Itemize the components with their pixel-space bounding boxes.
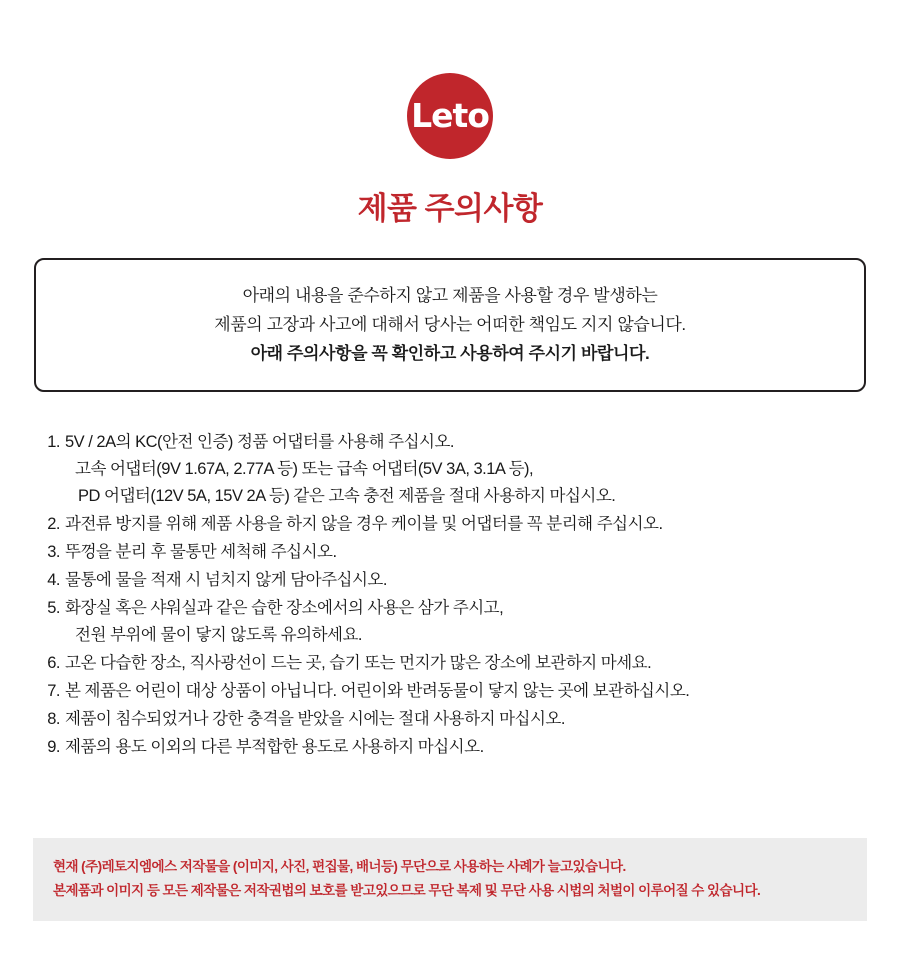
- notice-box: [34, 258, 866, 392]
- list-item: [38, 539, 870, 566]
- copyright-line-1: 현재 (주)레토지엠에스 저작물을 (이미지, 사진, 편집물, 배너등) 무단으로 사용하는 사례가 늘고있습니다.: [53, 859, 626, 874]
- list-number: 2.: [47, 515, 60, 533]
- list-number: 8.: [47, 710, 60, 728]
- list-number: 6.: [47, 654, 60, 672]
- list-item: [38, 650, 870, 677]
- copyright-footer: [33, 838, 867, 921]
- notice-line-1: 아래의 내용을 준수하지 않고 제품을 사용할 경우 발생하는: [242, 286, 658, 305]
- list-item: [38, 678, 870, 705]
- list-item: [38, 595, 870, 649]
- list-body: [65, 429, 870, 510]
- copyright-line-2: 본제품과 이미지 등 모든 제작물은 저작권법의 보호를 받고있으므로 무단 복제 및 무단 사용 시법의 처벌이 이루어질 수 있습니다.: [53, 883, 761, 898]
- list-item: [38, 567, 870, 594]
- list-body: 고온 다습한 장소, 직사광선이 드는 곳, 습기 또는 먼지가 많은 장소에 보관하지 마세요.: [65, 654, 652, 672]
- brand-logo: [0, 0, 900, 159]
- list-body: 과전류 방지를 위해 제품 사용을 하지 않을 경우 케이블 및 어댑터를 꼭 분리해 주십시오.: [65, 515, 663, 533]
- list-main-text: 화장실 혹은 샤워실과 같은 습한 장소에서의 사용은 삼가 주시고,: [65, 599, 504, 617]
- list-body: 제품의 용도 이외의 다른 부적합한 용도로 사용하지 마십시오.: [65, 738, 484, 756]
- list-number: 3.: [47, 543, 60, 561]
- list-sub-text: 고속 어댑터(9V 1.67A, 2.77A 등) 또는 급속 어댑터(5V 3A, 3.1A 등),: [75, 460, 534, 478]
- list-body: [65, 595, 870, 649]
- logo-wordmark: Leto: [411, 95, 489, 135]
- list-body: 뚜껑을 분리 후 물통만 세척해 주십시오.: [65, 543, 337, 561]
- notice-line-bold: 아래 주의사항을 꼭 확인하고 사용하여 주시기 바랍니다.: [250, 344, 650, 363]
- list-body: 본 제품은 어린이 대상 상품이 아닙니다. 어린이와 반려동물이 닿지 않는 곳에 보관하십시오.: [65, 682, 690, 700]
- logo-circle: [407, 73, 493, 159]
- list-sub-text: 전원 부위에 물이 닿지 않도록 유의하세요.: [75, 626, 362, 644]
- list-number: 1.: [47, 433, 60, 451]
- list-body: 제품이 침수되었거나 강한 충격을 받았을 시에는 절대 사용하지 마십시오.: [65, 710, 565, 728]
- list-number: 7.: [47, 682, 60, 700]
- list-number: 4.: [47, 571, 60, 589]
- caution-list: [0, 429, 900, 761]
- list-number: 9.: [47, 738, 60, 756]
- list-item: [38, 429, 870, 510]
- page-title: 제품 주의사항: [357, 191, 543, 226]
- list-item: [38, 511, 870, 538]
- notice-line-2: 제품의 고장과 사고에 대해서 당사는 어떠한 책임도 지지 않습니다.: [214, 315, 686, 334]
- list-body: 물통에 물을 적재 시 넘치지 않게 담아주십시오.: [65, 571, 387, 589]
- list-main-text: 5V / 2A의 KC(안전 인증) 정품 어댑터를 사용해 주십시오.: [65, 433, 455, 451]
- list-item: [38, 734, 870, 761]
- list-item: [38, 706, 870, 733]
- list-sub-text: PD 어댑터(12V 5A, 15V 2A 등) 같은 고속 충전 제품을 절대 사용하지 마십시오.: [78, 487, 616, 505]
- list-number: 5.: [47, 599, 60, 617]
